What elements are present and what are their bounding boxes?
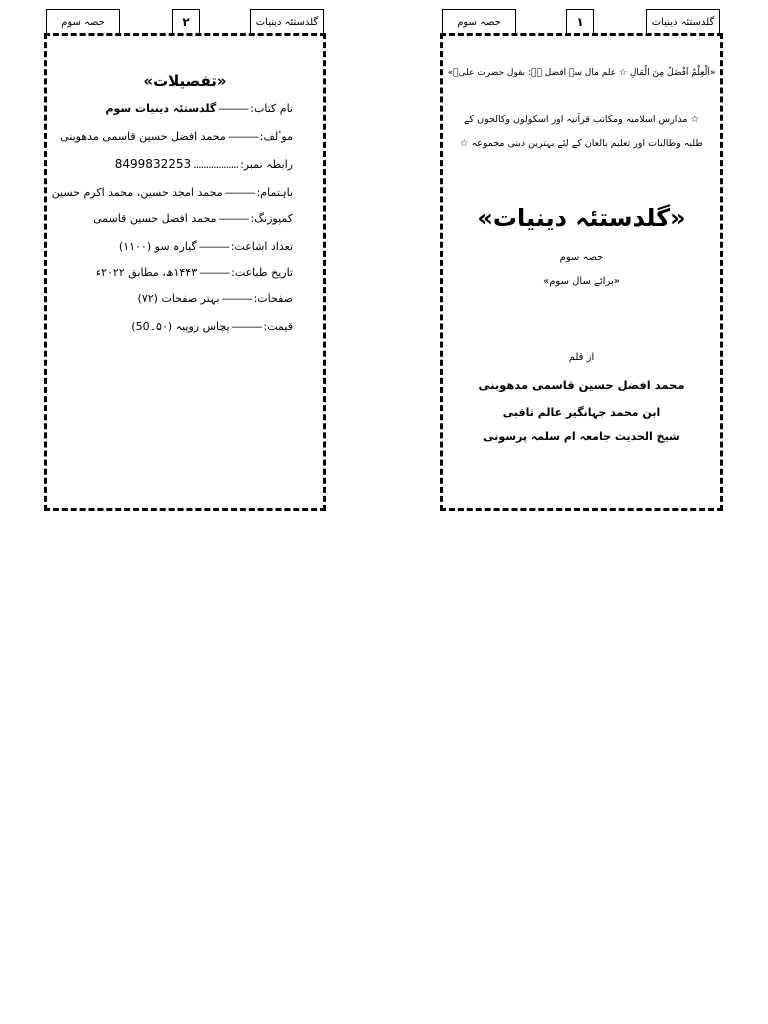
header-book-tab (646, 9, 720, 35)
detail-row-print-count (83, 236, 293, 256)
detail-label: موٴلف: (259, 129, 293, 143)
header-book-tab (250, 9, 324, 35)
page-frame (44, 33, 326, 511)
header-page-number-tab (172, 9, 200, 35)
page-frame (440, 33, 723, 511)
detail-row-pages (83, 288, 293, 308)
detail-value: 8499832253 (114, 157, 192, 171)
detail-row-book-name (83, 98, 293, 118)
leader-line: ——— (218, 211, 249, 225)
detail-label: تعداد اشاعت: (230, 239, 293, 253)
detail-label: قیمت: (263, 319, 293, 333)
year-label: «برائے سال سوم» (543, 276, 620, 287)
detail-label: صفحات: (253, 291, 293, 305)
detail-value: ۱۴۴۳ھ، مطابق ۲۰۲۲ء (95, 265, 198, 279)
leader-line: ——— (224, 185, 255, 199)
header-part-label: حصہ سوم (61, 16, 105, 28)
author-title: شیخ الحدیث جامعہ ام سلمہ پرسونی (483, 430, 680, 443)
detail-row-author (60, 126, 293, 146)
detail-value: محمد افضل حسین قاسمی (93, 211, 217, 225)
leader-line: ——— (218, 101, 249, 115)
header-page-number: ۲ (182, 15, 190, 29)
detail-row-composing (83, 208, 293, 228)
detail-value: گلدستئہ دینیات سوم (105, 101, 217, 115)
book-title: «گلدستئہ دینیات» (477, 204, 686, 232)
author-name: محمد افضل حسین قاسمی مدھوبنی (478, 378, 685, 392)
header-part-tab (442, 9, 516, 35)
arabic-quote: «اَلْعِلْمُ اَفْضَلُ مِنَ الْمَالِ ☆ علم مال سے افضل ہے: بقول حضرت علیؓ» (447, 68, 716, 78)
author-lineage: ابن محمد جہانگیر عالم ثاقبی (502, 406, 661, 419)
detail-value: بہتر صفحات (۷۲) (137, 291, 220, 305)
detail-value: محمد امجد حسین، محمد اکرم حسین (51, 185, 223, 199)
header-book-label: گلدستئہ دینیات (255, 16, 319, 28)
detail-value: محمد افضل حسین قاسمی مدھوبنی (60, 129, 226, 143)
leader-line: ——— (198, 239, 229, 253)
detail-row-contact-number (83, 154, 293, 174)
part-label: حصہ سوم (559, 252, 604, 263)
detail-value: گیارہ سو (۱۱۰۰) (118, 239, 197, 253)
intro-line-2: طلبہ وطالبات اور تعلیم بالغان کے لئے بہترین دینی مجموعہ ☆ (460, 138, 703, 149)
detail-row-price (83, 316, 293, 336)
header-part-label: حصہ سوم (457, 16, 501, 28)
detail-label: رابطہ نمبر: (240, 157, 293, 171)
leader-line: ——— (231, 319, 262, 333)
by-label: از قلم (568, 352, 595, 363)
header-part-tab (46, 9, 120, 35)
detail-row-print-date (83, 262, 293, 282)
leader-line: ——— (199, 265, 230, 279)
leader-line: ——— (221, 291, 252, 305)
detail-label: نام کتاب: (250, 101, 293, 115)
header-page-number: ۱ (576, 15, 584, 29)
leader-line: .................. (193, 157, 239, 171)
details-heading: «تفصیلات» (143, 72, 227, 90)
detail-label: تاریخ طباعت: (231, 265, 293, 279)
header-book-label: گلدستئہ دینیات (651, 16, 715, 28)
detail-label: کمپوزنگ: (250, 211, 293, 225)
detail-row-managed-by (51, 182, 293, 202)
page-one (440, 0, 723, 515)
header-page-number-tab (566, 9, 594, 35)
detail-label: باہتمام: (256, 185, 293, 199)
intro-line-1: ☆ مدارس اسلامیہ ومکاتب قرآنیہ اور اسکولوں وکالجوں کے (463, 114, 699, 125)
detail-value: پچاس روپیہ (۵۰۔50) (131, 319, 230, 333)
page-two (44, 0, 326, 515)
leader-line: ——— (227, 129, 258, 143)
